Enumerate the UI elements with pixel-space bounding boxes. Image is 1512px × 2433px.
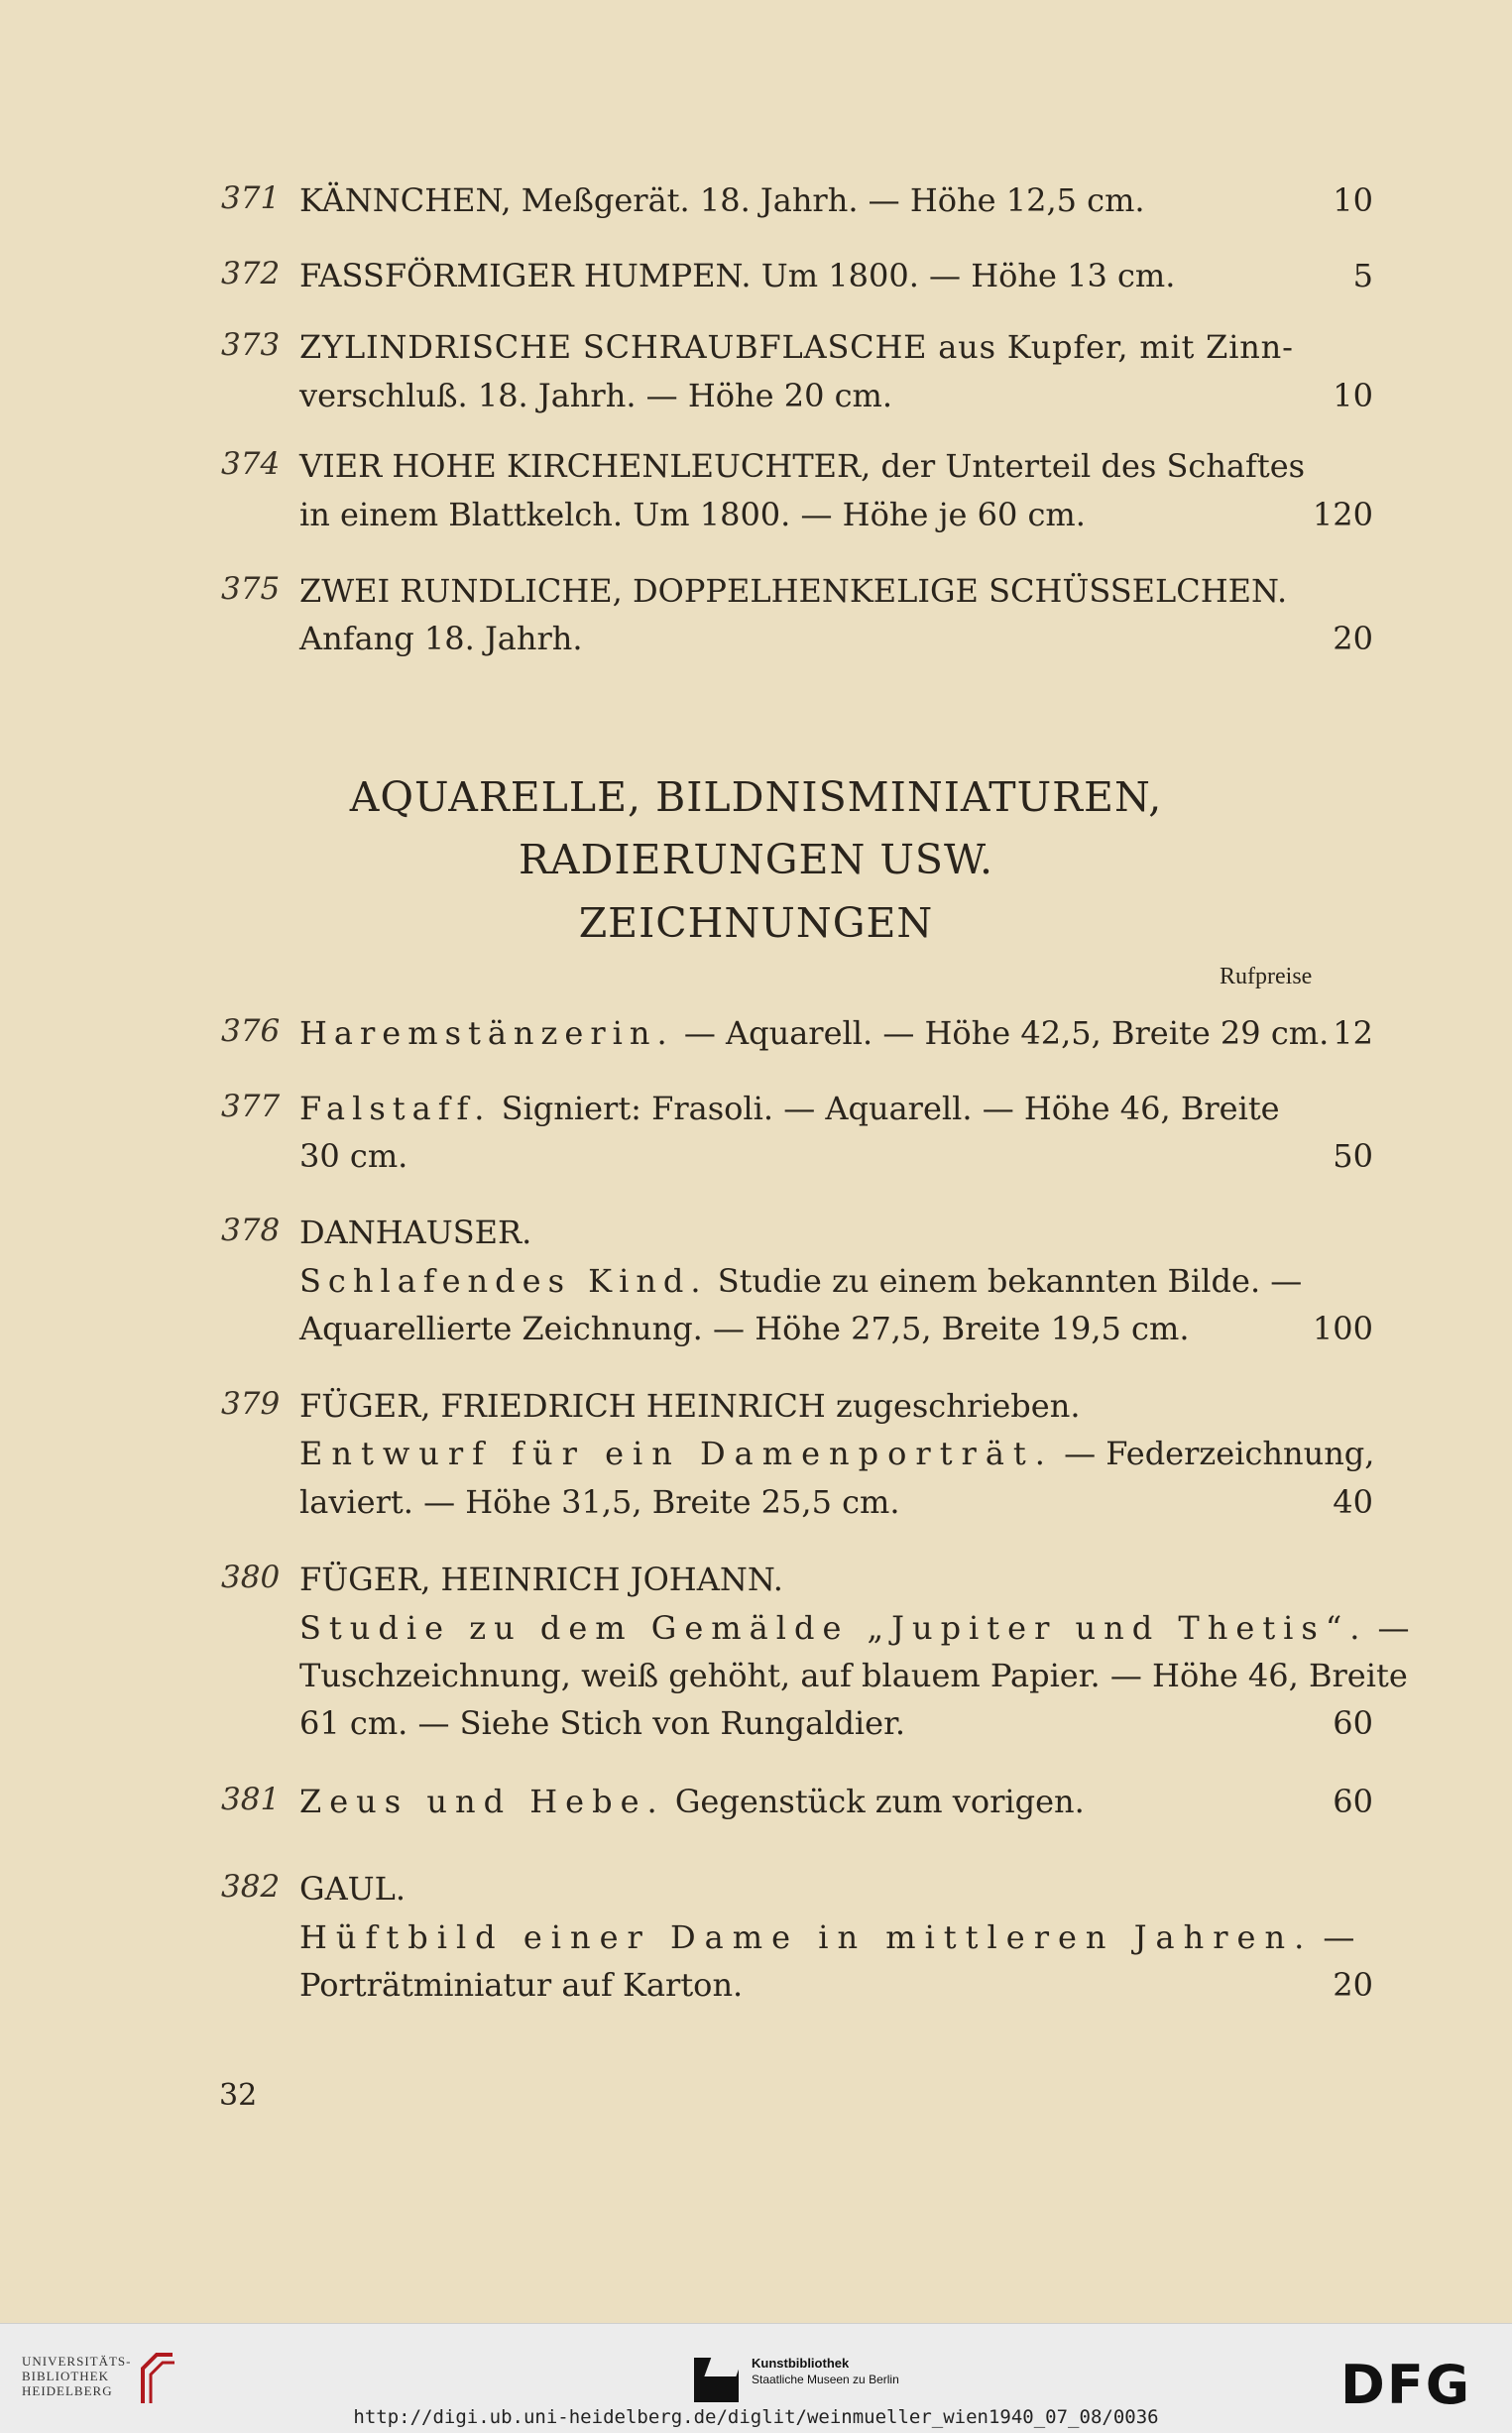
entry-title-spaced: Entwurf für ein Damenporträt. xyxy=(299,1435,1054,1472)
entry-text xyxy=(299,1089,1280,1128)
entry-line xyxy=(299,1917,1373,1957)
column-label-rufpreise: Rufpreise xyxy=(1220,964,1313,989)
entry-text: Aquarellierte Zeichnung. — Höhe 27,5, Breite 19,5 cm. xyxy=(299,1310,1190,1347)
entry-price: 20 xyxy=(1333,1966,1373,2004)
source-url[interactable]: http://digi.ub.uni-heidelberg.de/diglit/weinmueller_wien1940_07_08/0036 xyxy=(353,2406,1159,2428)
entry-text: Porträtminiatur auf Karton. xyxy=(299,1966,744,2004)
entry-text: Tuschzeichnung, weiß gehöht, auf blauem Papier. — Höhe 46, Breite xyxy=(299,1657,1408,1694)
entry-text: FÜGER, HEINRICH JOHANN. xyxy=(299,1561,783,1598)
entry-number: 378 xyxy=(221,1213,281,1248)
digitization-footer xyxy=(0,2323,1512,2433)
entry-line xyxy=(299,446,1373,486)
entry-line xyxy=(299,256,1373,295)
entry-title-spaced: Hüftbild einer Dame in mittleren Jahren. xyxy=(299,1918,1314,1956)
entry-line xyxy=(299,1482,1373,1522)
kb-title: Kunstbibliothek xyxy=(752,2356,850,2371)
entry-line xyxy=(299,1782,1373,1821)
entry-line xyxy=(299,180,1373,220)
entry-number: 381 xyxy=(221,1782,281,1817)
entry-line xyxy=(299,619,1373,658)
entry-number: 371 xyxy=(221,180,281,216)
entry-number: 373 xyxy=(221,327,281,363)
entry-line xyxy=(299,1089,1373,1128)
kunstbibliothek-logo-text xyxy=(752,2356,899,2387)
kunstbibliothek-logo-icon xyxy=(694,2358,739,2402)
entry-text: KÄNNCHEN, Meßgerät. 18. Jahrh. — Höhe 12,5 cm. xyxy=(299,181,1145,219)
section-heading-line-1: AQUARELLE, BILDNISMINIATUREN, xyxy=(349,773,1163,821)
ub-line-2: BIBLIOTHEK xyxy=(22,2369,109,2383)
entry-line xyxy=(299,1869,1373,1909)
entry-line xyxy=(299,571,1373,611)
entry-text xyxy=(299,1782,1085,1821)
entry-number: 377 xyxy=(221,1089,281,1124)
entry-text: 30 cm. xyxy=(299,1137,408,1175)
entry-text: in einem Blattkelch. Um 1800. — Höhe je 60 cm. xyxy=(299,496,1086,533)
entry-price: 20 xyxy=(1333,620,1373,657)
entry-price: 60 xyxy=(1333,1783,1373,1820)
entry-line xyxy=(299,1213,1373,1252)
entry-price: 10 xyxy=(1333,181,1373,219)
entry-number: 382 xyxy=(221,1869,281,1905)
entry-line xyxy=(299,1309,1373,1348)
entry-text: FASSFÖRMIGER HUMPEN. Um 1800. — Höhe 13 cm. xyxy=(299,257,1176,294)
entry-title-spaced: Zeus und Hebe. xyxy=(299,1783,665,1820)
entry-line xyxy=(299,1608,1410,1648)
entry-price: 12 xyxy=(1333,1014,1373,1052)
entry-description: — Federzeichnung, xyxy=(1053,1435,1375,1472)
entry-line xyxy=(299,1560,1373,1599)
entry-price: 100 xyxy=(1312,1310,1373,1347)
entry-line xyxy=(299,1386,1373,1426)
entry-text xyxy=(299,1261,1302,1301)
entry-description: — xyxy=(1367,1609,1410,1647)
entry-line xyxy=(299,1013,1373,1053)
entry-line xyxy=(299,1965,1373,2005)
entry-description: Gegenstück zum vorigen. xyxy=(664,1783,1085,1820)
entry-text: DANHAUSER. xyxy=(299,1214,532,1251)
entry-line xyxy=(299,327,1373,367)
ub-heidelberg-emblem-icon xyxy=(137,2349,178,2408)
entry-line xyxy=(299,1703,1373,1743)
entry-text xyxy=(299,1917,1354,1957)
entry-line xyxy=(299,1434,1373,1473)
ub-line-1: UNIVERSITÄTS- xyxy=(22,2354,132,2369)
dfg-logo: DFG xyxy=(1340,2354,1472,2416)
entry-number: 379 xyxy=(221,1386,281,1422)
entry-text xyxy=(299,1608,1410,1648)
entry-price: 10 xyxy=(1333,377,1373,414)
entry-text: ZYLINDRISCHE SCHRAUBFLASCHE aus Kupfer, mit Zinn- xyxy=(299,328,1294,366)
entry-text: Anfang 18. Jahrh. xyxy=(299,620,583,657)
entry-line xyxy=(299,1261,1373,1301)
entry-price: 5 xyxy=(1352,257,1373,294)
entry-title-spaced: Studie zu dem Gemälde „Jupiter und Thetis“. xyxy=(299,1609,1368,1647)
entry-description: Signiert: Frasoli. — Aquarell. — Höhe 46, Breite xyxy=(491,1090,1280,1127)
entry-price: 60 xyxy=(1333,1704,1373,1742)
entry-text xyxy=(299,1013,1329,1053)
entry-description: Studie zu einem bekannten Bilde. — xyxy=(707,1262,1303,1300)
entry-text: 61 cm. — Siehe Stich von Rungaldier. xyxy=(299,1704,906,1742)
ub-heidelberg-logo-text xyxy=(22,2354,132,2398)
entry-number: 374 xyxy=(221,446,281,482)
entry-price: 120 xyxy=(1312,496,1373,533)
entry-text: GAUL. xyxy=(299,1870,407,1908)
entry-text: VIER HOHE KIRCHENLEUCHTER, der Unterteil des Schaftes xyxy=(299,447,1306,485)
entry-description: — Aquarell. — Höhe 42,5, Breite 29 cm. xyxy=(673,1014,1330,1052)
entry-title-spaced: Haremstänzerin. xyxy=(299,1014,674,1052)
kb-subtitle: Staatliche Museen zu Berlin xyxy=(752,2373,899,2386)
section-heading-line-3: ZEICHNUNGEN xyxy=(578,899,934,947)
entry-text xyxy=(299,1434,1374,1473)
entry-line xyxy=(299,1136,1373,1176)
entry-text: ZWEI RUNDLICHE, DOPPELHENKELIGE SCHÜSSELCHEN. xyxy=(299,572,1288,610)
entry-title-spaced: Falstaff. xyxy=(299,1090,492,1127)
entry-title-spaced: Schlafendes Kind. xyxy=(299,1262,708,1300)
entry-number: 372 xyxy=(221,256,281,291)
entry-price: 50 xyxy=(1333,1137,1373,1175)
entry-text: verschluß. 18. Jahrh. — Höhe 20 cm. xyxy=(299,377,893,414)
entry-number: 380 xyxy=(221,1560,281,1595)
entry-line xyxy=(299,376,1373,415)
entry-text: FÜGER, FRIEDRICH HEINRICH zugeschrieben. xyxy=(299,1387,1081,1425)
entry-number: 375 xyxy=(221,571,281,607)
page-number: 32 xyxy=(219,2078,258,2113)
entry-number: 376 xyxy=(221,1013,281,1049)
entry-description: — xyxy=(1313,1918,1355,1956)
ub-line-3: HEIDELBERG xyxy=(22,2383,113,2398)
entry-text: laviert. — Höhe 31,5, Breite 25,5 cm. xyxy=(299,1483,900,1521)
entry-line xyxy=(299,1656,1408,1695)
entry-line xyxy=(299,495,1373,534)
entry-price: 40 xyxy=(1333,1483,1373,1521)
section-heading-line-2: RADIERUNGEN USW. xyxy=(518,836,993,883)
